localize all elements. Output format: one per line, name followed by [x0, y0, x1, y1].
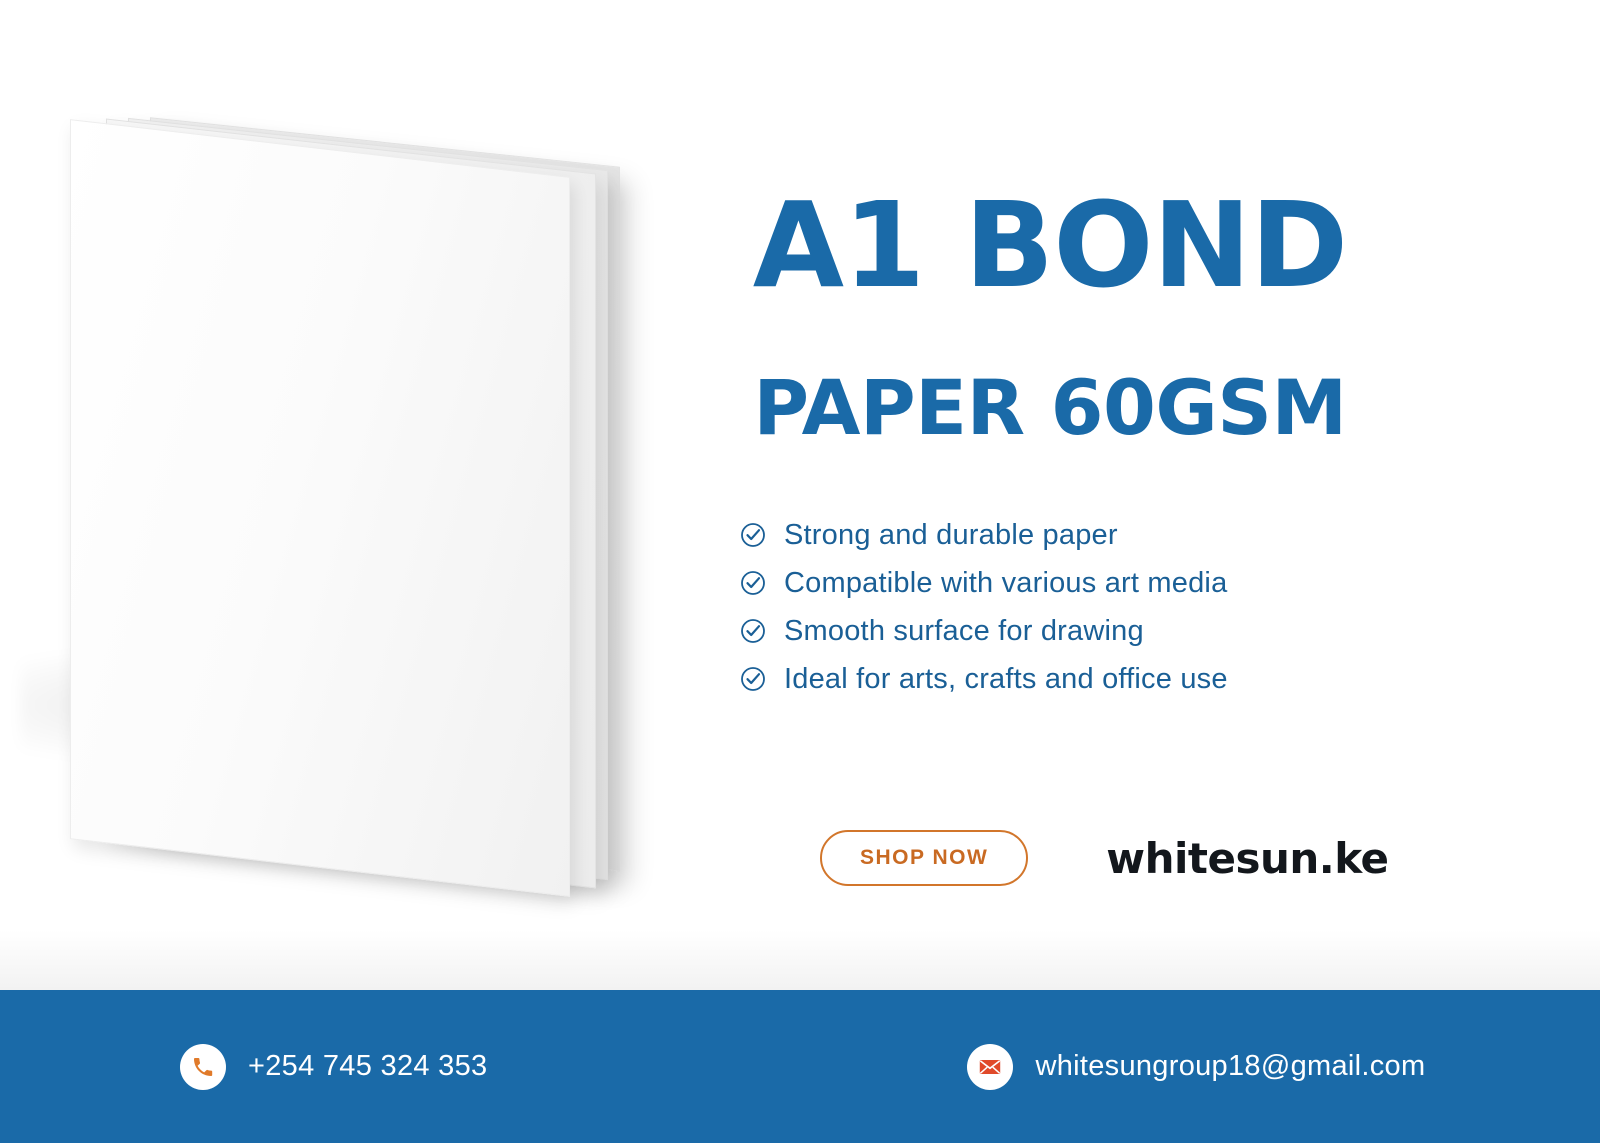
check-circle-icon [740, 522, 766, 548]
feature-label: Ideal for arts, crafts and office use [784, 662, 1228, 695]
brand-name: whitesun.ke [1106, 833, 1389, 883]
footer-contact-bar [0, 990, 1600, 1143]
contact-email[interactable] [967, 1044, 1425, 1090]
feature-label: Compatible with various art media [784, 566, 1228, 599]
page-title: A1 BOND [752, 176, 1348, 314]
phone-icon [180, 1044, 226, 1090]
cta-row [820, 830, 1389, 886]
feature-list [740, 518, 1440, 710]
phone-number: +254 745 324 353 [248, 1050, 488, 1082]
feature-label: Strong and durable paper [784, 518, 1118, 551]
envelope-icon [967, 1044, 1013, 1090]
feature-label: Smooth surface for drawing [784, 614, 1144, 647]
list-item [740, 614, 1440, 648]
page-subtitle: PAPER 60GSM [753, 363, 1347, 452]
check-circle-icon [740, 570, 766, 596]
email-address: whitesungroup18@gmail.com [1035, 1050, 1426, 1082]
shop-now-button[interactable]: SHOP NOW [820, 830, 1028, 886]
check-circle-icon [740, 618, 766, 644]
paper-sheet-front [70, 119, 570, 897]
list-item [740, 518, 1440, 552]
contact-phone[interactable] [180, 1044, 487, 1090]
list-item [740, 662, 1440, 696]
content-column [690, 0, 1600, 985]
product-image [0, 0, 700, 985]
footer-divider [0, 930, 1600, 990]
paper-stack [70, 120, 630, 880]
list-item [740, 566, 1440, 600]
check-circle-icon [740, 666, 766, 692]
